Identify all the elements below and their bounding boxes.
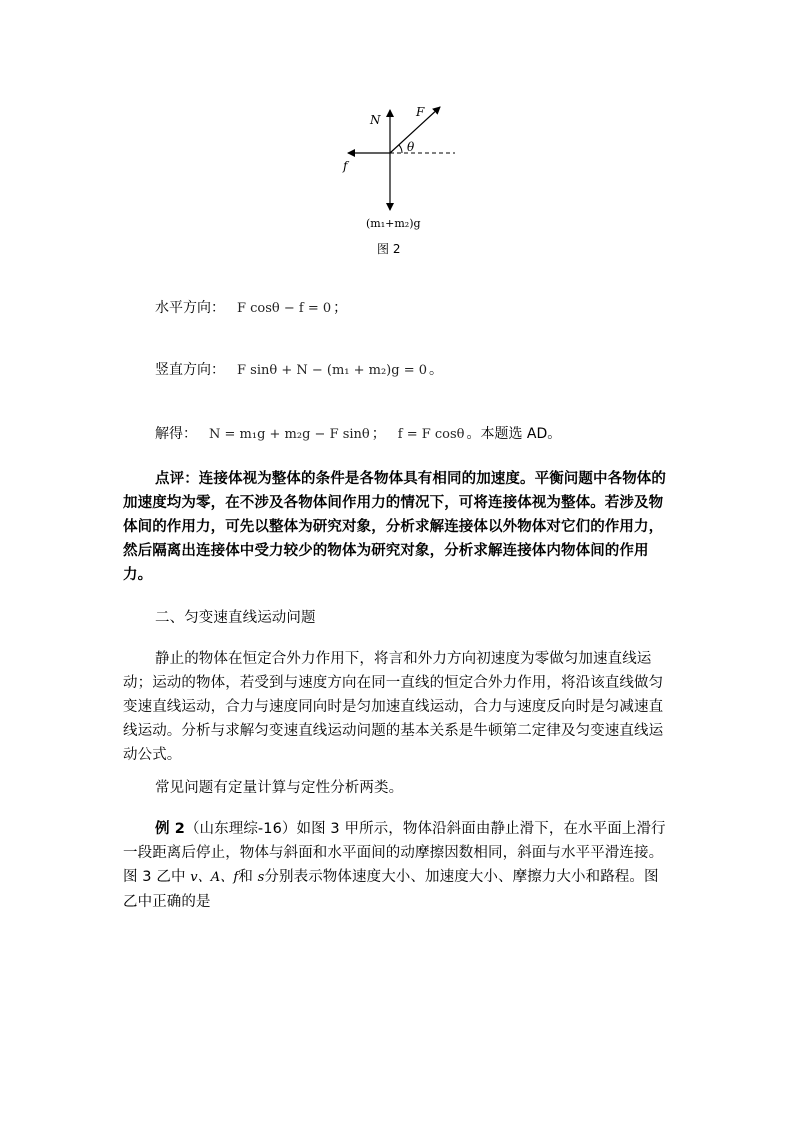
equation-horizontal-label: 水平方向： bbox=[155, 300, 225, 316]
example-var-s: s bbox=[257, 870, 265, 885]
equation-vertical bbox=[155, 362, 443, 379]
equation-solution-formula-2: f = F cosθ bbox=[397, 427, 465, 442]
force-diagram-drawing bbox=[330, 100, 480, 225]
applied-force-arrow bbox=[390, 107, 440, 153]
label-theta: θ bbox=[407, 140, 415, 154]
example-paragraph bbox=[123, 817, 671, 914]
example-label: 例 2 bbox=[155, 821, 185, 837]
equation-horizontal bbox=[155, 300, 347, 317]
body-paragraph-1: 静止的物体在恒定合外力作用下，将言和外力方向初速度为零做匀加速直线运动；运动的物体，若受到与速度方向在同一直线的恒定合外力作用，将沿该直线做匀变速直线运动，合力与速度同向时是匀加速直线运动，合力与速度反向时是匀减速直线运动。分析与求解匀变速直线运动问题的基本关系是牛顿第二定律及匀变速直线运动公式。 bbox=[123, 651, 664, 763]
label-f: f bbox=[343, 159, 348, 173]
example-text-2: 和 bbox=[238, 869, 258, 885]
body-paragraph-2: 常见问题有定量计算与定性分析两类。 bbox=[155, 780, 404, 796]
equation-horizontal-end: ； bbox=[333, 300, 348, 316]
equation-vertical-formula: F sinθ + N − (m₁ + m₂)g = 0 bbox=[237, 363, 427, 378]
figure-caption: 图 2 bbox=[377, 242, 401, 256]
equation-horizontal-formula: F cosθ − f = 0 bbox=[237, 301, 332, 316]
section-heading: 二、匀变速直线运动问题 bbox=[155, 610, 316, 626]
label-gravity: (m₁+m₂)g bbox=[366, 217, 421, 230]
equation-solution-label: 解得： bbox=[155, 426, 197, 442]
equation-solution-end: 。本题选 AD。 bbox=[466, 426, 562, 442]
equation-solution bbox=[155, 426, 561, 443]
equation-vertical-label: 竖直方向： bbox=[155, 362, 225, 378]
equation-solution-formula-1: N = m₁g + m₂g − F sinθ bbox=[209, 427, 370, 442]
example-vars: v、A、f bbox=[190, 870, 239, 885]
angle-arc bbox=[399, 145, 402, 153]
example-text-1: （山东理综-16）如图 3 甲所示，物体沿斜面由静止滑下，在水平面上滑行一段距离后停止，物体与斜面和水平面间的动摩擦因数相同，斜面与水平平滑连接。图 3 乙中 bbox=[123, 821, 666, 885]
example-text-3: 分别表示物体速度大小、加速度大小、摩擦力大小和路程。图乙中正确的是 bbox=[123, 869, 659, 910]
label-N: N bbox=[370, 113, 381, 127]
label-F: F bbox=[416, 105, 425, 119]
equation-vertical-end: 。 bbox=[429, 362, 443, 378]
equation-solution-sep: ； bbox=[371, 426, 386, 442]
force-diagram bbox=[330, 100, 480, 260]
comment-paragraph: 点评：连接体视为整体的条件是各物体具有相同的加速度。平衡问题中各物体的加速度均为零，在不涉及各物体间作用力的情况下，可将连接体视为整体。若涉及物体间的作用力，可先以整体为研究对象，分析求解连接体以外物体对它们的作用力，然后隔离出连接体中受力较少的物体为研究对象，分析求解连接体内物体间的作用力。 bbox=[123, 471, 666, 583]
